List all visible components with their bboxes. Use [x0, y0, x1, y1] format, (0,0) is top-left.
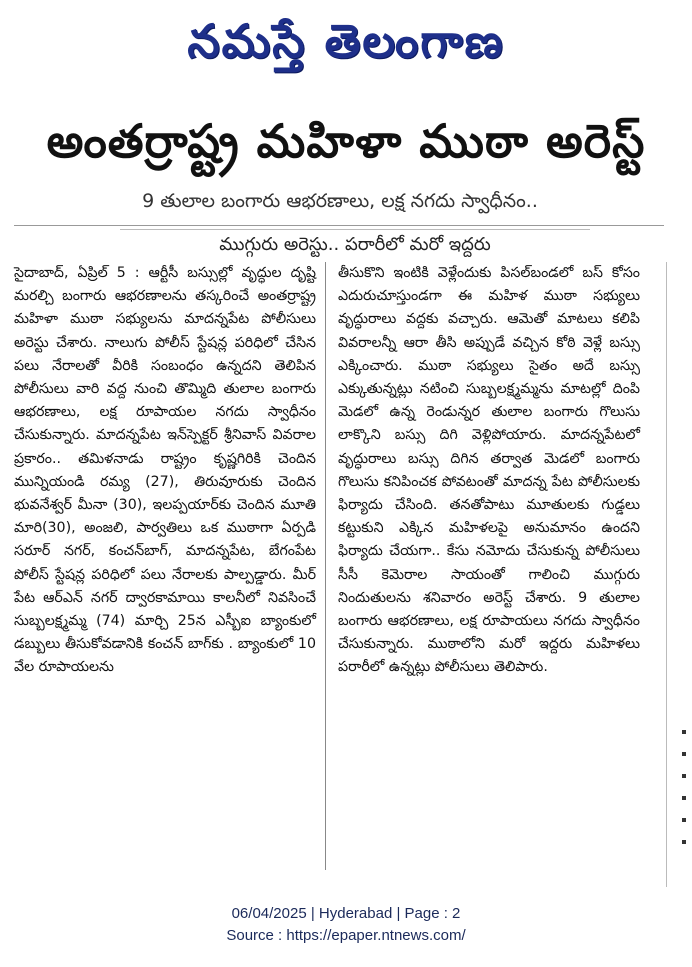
source-link[interactable]: Source : https://epaper.ntnews.com/ — [226, 927, 466, 944]
edition-info: 06/04/2025 | Hyderabad | Page : 2 — [231, 905, 461, 922]
article-subheadline: 9 తులాల బంగారు ఆభరణాలు, లక్ష నగదు స్వాధీనం.. — [142, 190, 538, 212]
article-headline: అంతర్రాష్ట్ర మహిళా ముఠా అరెస్ట్ — [46, 114, 646, 168]
page-edge-rule — [666, 262, 667, 887]
article-body-left: సైదాబాద్, ఏప్రిల్ 5 : ఆర్టీసీ బస్సుల్లో వృద్ధుల దృష్టి మరల్చి బంగారు ఆభరణాలను తస్కరించే అంతర్రాష్ట్ర మహిళా ముఠా సభ్యులను మాదన్నపేట పోలీసులు అరెస్టు చేశారు. నాలుగు పోలీస్ స్టేషన్ల పరిధిలో చేసిన పలు నేరాలతో వీరికి సంబంధం ఉన్నదని తెలిపిన పోలీసులు వారి వద్ద నుంచి తొమ్మిది తులాల బంగారు ఆభరణాలు, లక్ష రూపాయల నగదు స్వాధీనం చేసుకున్నారు. మాదన్నపేట ఇన్‌స్పెక్టర్ శ్రీనివాస్ వివరాల ప్రకారం.. తమిళనాడు రాష్ట్రం కృష్ణగిరికి చెందిన మున్నియండి రమ్య (27), తిరువూరుకు చెందిన భువనేశ్వర్ మీనా (30), ఇలప్పయార్‌కు చెందిన మూతి మారి(30), అంజలి, పార్వతిలు ఒక ముఠాగా ఏర్పడి సరూర్ నగర్, కంచన్‌బాగ్, మాదన్నపేట, బేగంపేట పోలీస్ స్టేషన్ల పరిధిలో పలు నేరాలకు పాల్పడ్డారు. మీర్ పేట ఆర్‌ఎన్ నగర్ ద్వారకామాయి కాలనీలో నివసించే సుబ్బలక్ష్మమ్మ (74) మార్చి 25న ఎస్బీఐ బ్యాంకులో డబ్బులు తీసుకోవడానికి కంచన్ బాగ్‌కు . బ్యాంకులో 10 వేల రూపాయలను — [14, 265, 316, 676]
article-secondary-subheadline: ముగ్గురు అరెస్టు.. పరారీలో మరో ఇద్దరు — [120, 229, 590, 260]
newspaper-masthead: నమస్తే తెలంగాణ — [187, 14, 505, 68]
column-divider — [325, 262, 326, 870]
article-column-right — [338, 262, 640, 872]
article-body-right: తీసుకొని ఇంటికి వెళ్లేందుకు పిసల్‌బండలో బస్ కోసం ఎదురుచూస్తుండగా ఈ మహిళ ముఠా సభ్యులు వృద్ధురాలు వద్దకు వచ్చారు. ఆమెతో మాటలు కలిపి వివరాలన్నీ ఆరా తీసి అప్పుడే వచ్చిన కోఠి వెళ్లే బస్సు ఎక్కించారు. ముఠా సభ్యులు సైతం అదే బస్సు ఎక్కుతున్నట్లు నటించి సుబ్బలక్ష్మమ్మను మాటల్లో దింపి మెడలో ఉన్న రెండున్నర తులాల బంగారు గొలుసు లాక్కొని బస్సు దిగి వెళ్లిపోయారు. మాదన్నపేటలో వృద్ధురాలు బస్సు దిగిన తర్వాత మెడలో బంగారు గొలుసు కనిపించక పోవటంతో మాదన్న పేట పోలీసులకు ఫిర్యాదు చేసింది. తనతోపాటు మూతులకు గుడ్డలు కట్టుకుని ఎక్కిన మహిళలపై అనుమానం ఉందని ఫిర్యాదు చేయగా.. కేసు నమోదు చేసుకున్న పోలీసులు సీసీ కెమెరాల సాయంతో గాలించి ముగ్గురు నిందుతులను శనివారం అరెస్ట్ చేశారు. 9 తులాల బంగారు ఆభరణాలు, లక్ష రూపాయలు నగదు స్వాధీనం చేసుకున్నారు. ముఠాలోని మరో ఇద్దరు మహిళలు పరారీలో ఉన్నట్లు పోలీసులు తెలిపారు. — [338, 265, 640, 676]
subhead-divider — [14, 225, 664, 226]
article-column-left — [14, 262, 316, 872]
adjacent-article-fragment — [680, 730, 688, 890]
